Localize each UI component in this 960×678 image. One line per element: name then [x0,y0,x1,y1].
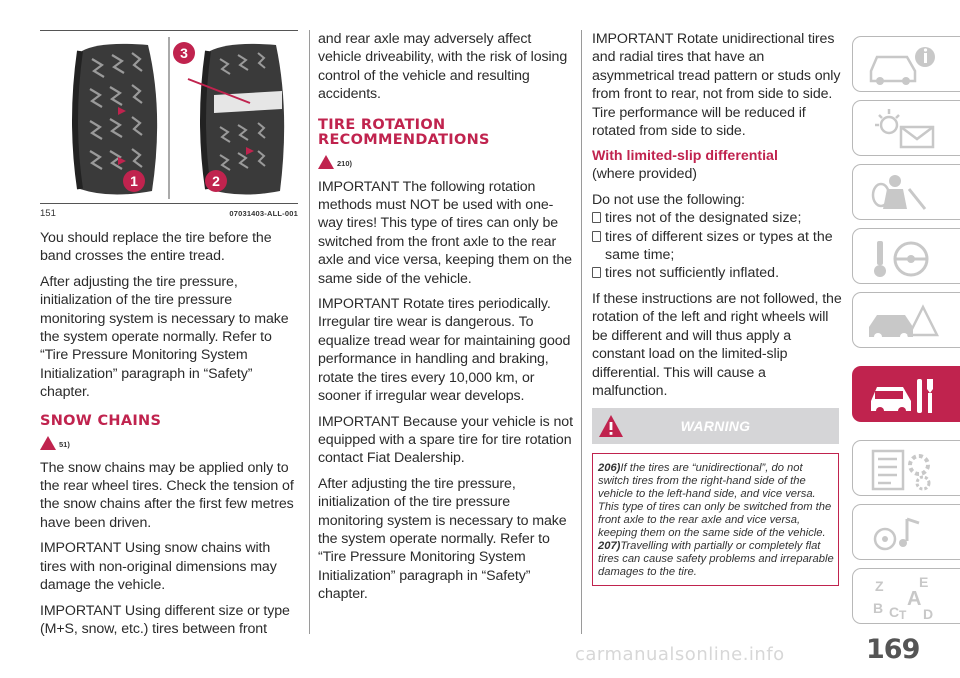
column-divider [309,30,310,634]
column-3 [592,30,842,407]
tab-starting-driving[interactable] [852,228,960,284]
svg-text:D: D [923,606,934,621]
svg-text:2: 2 [212,173,220,189]
warning-body [592,453,839,586]
paragraph: IMPORTANT Using snow chains with tires with non-original dimensions may damage the vehicle. [40,540,277,594]
list-item: tires of different sizes or types at the same time; [592,228,842,265]
checkbox-bullet-icon [592,231,601,242]
paragraph: IMPORTANT Rotate tires periodically. Irregular tire wear is dangerous. To equalize tread wear for maintaining good performance in handling and braking, rotate the tires every 10,000 km, or sooner if irregular wear develops. [318,296,571,405]
tab-dashboard-lights[interactable] [852,100,960,156]
safety-airbag-icon [863,169,943,217]
svg-text:1: 1 [130,173,138,189]
tire-left [74,44,157,195]
page-number: 169 [866,634,920,665]
callout-1 [123,170,145,192]
checkbox-bullet-icon [592,267,601,278]
paragraph: After adjusting the tire pressure, initialization of the tire pressure monitoring system is necessary to make the system operate normally. Refer to “Tire Pressure Monitoring System Initialization” paragraph in “Safety” chapter. [40,273,289,401]
paragraph: After adjusting the tire pressure, initialization of the tire pressure monitoring system is necessary to make the system operate normally. Refer to “Tire Pressure Monitoring System Initialization” paragraph in “Safety” chapter. [318,475,567,603]
column-1 [40,30,298,645]
svg-text:B: B [873,600,884,616]
paragraph: The snow chains may be applied only to the rear wheel tires. Check the tension of the snow chains after the first few metres have been driven. [40,459,294,531]
alphabetical-index-icon [863,573,943,621]
warning-header [592,408,839,444]
warning-triangle-icon [40,436,56,450]
warning-item: 207)Travelling with partially or completely flat tires can cause safety problems and irreparable damages to the tire. [598,540,834,578]
warning-triangle-icon [318,155,334,169]
figure-code: 07031403-ALL-001 [229,209,298,218]
paragraph: IMPORTANT Because your vehicle is not equipped with a spare tire for tire rotation contact Fiat Dealership. [318,413,573,467]
svg-text:Z: Z [875,578,884,594]
paragraph: IMPORTANT Using different size or type (M+S, snow, etc.) tires between front [40,602,290,637]
warning-reference[interactable]: 51) [40,433,298,453]
warning-title: WARNING [680,418,751,434]
svg-text:C: C [889,604,900,620]
where-provided-note: (where provided) [592,166,697,183]
tire-tread-illustration [40,31,298,203]
svg-text:T: T [899,608,907,621]
svg-text:3: 3 [180,45,188,61]
car-info-icon [863,41,943,89]
car-breakdown-icon [863,297,943,345]
callout-3 [173,42,195,64]
svg-text:A: A [907,588,922,610]
subheading-limited-slip: With limited-slip differential [592,148,778,165]
tab-multimedia[interactable] [852,504,960,560]
paragraph: If these instructions are not followed, the rotation of the left and right wheels will be different and will thus apply a constant load on the limited-slip differential. This will cause a malfunction. [592,290,842,399]
paragraph: IMPORTANT Rotate unidirectional tires and radial tires that have an asymmetrical tread pattern or studs only from front to rear, not from side to side. Tire performance will be reduced if rotated from side to side. [592,31,841,140]
watermark: carmanualsonline.info [575,644,785,665]
paragraph: You should replace the tire before the band crosses the entire tread. [40,230,272,265]
section-heading-tire-rotation: TIRE ROTATION [318,116,446,133]
column-2 [318,30,573,611]
tab-servicing-maintenance[interactable] [852,366,960,422]
technical-data-icon [863,445,943,493]
key-steering-wheel-icon [863,233,943,281]
tab-car-info[interactable] [852,36,960,92]
tab-safety[interactable] [852,164,960,220]
paragraph: Do not use the following: [592,191,745,208]
tab-emergency[interactable] [852,292,960,348]
paragraph: and rear axle may adversely affect vehicle driveability, with the risk of losing control of the vehicle and resulting accidents. [318,31,568,103]
service-maintenance-icon [863,371,943,419]
paragraph: IMPORTANT The following rotation methods must NOT be used with one-way tires! This type of tires can only be switched from the front axle to the rear axle and vice versa, keeping them on the same side of the vehicle. [318,178,572,287]
tab-index[interactable] [852,568,960,624]
figure-number: 151 [40,208,56,219]
warning-box [592,408,839,586]
section-heading-snow-chains: SNOW CHAINS [40,412,162,429]
tab-technical-specs[interactable] [852,440,960,496]
warning-triangle-icon [598,414,624,438]
figure-caption [40,204,298,219]
warning-reference[interactable]: 210) [318,152,573,172]
dashboard-lights-icon [863,105,943,153]
svg-text:E: E [919,574,929,590]
tire-wear-figure [40,30,298,204]
list-item: tires not sufficiently inflated. [592,264,842,282]
warning-item: 206)If the tires are “unidirectional”, do not switch tires from the right-hand side of the vehicle to the left-hand side, and vice versa. This type of tires can only be switched from the front axle to the rear axle and vice versa, keeping them on the same side of the vehicle. [598,462,832,539]
bullet-list [592,209,842,283]
list-item: tires not of the designated size; [592,209,842,227]
checkbox-bullet-icon [592,212,601,223]
column-divider [581,30,582,634]
multimedia-icon [863,509,943,557]
tire-right [188,44,284,195]
callout-2 [205,170,227,192]
section-heading-recommendations: RECOMMENDATIONS [318,131,490,148]
